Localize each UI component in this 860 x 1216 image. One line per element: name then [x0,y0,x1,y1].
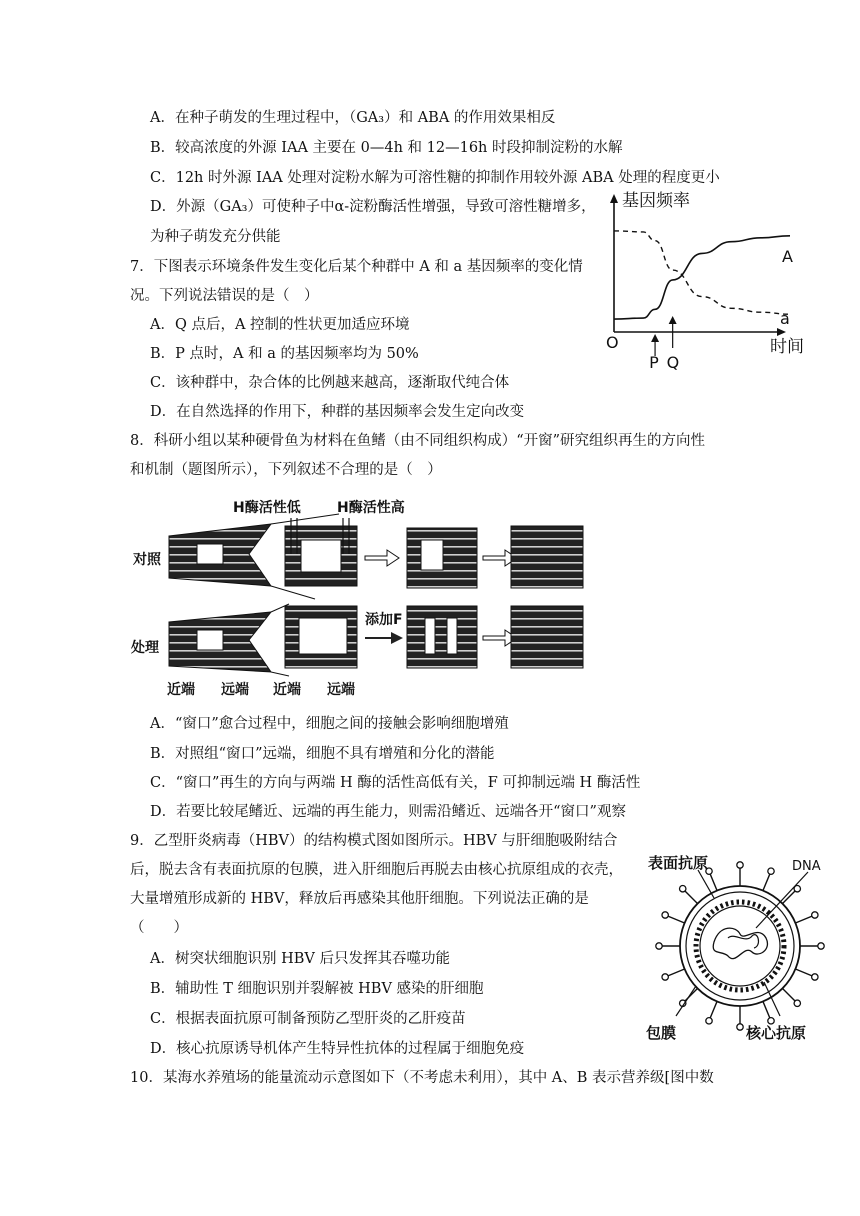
q9-option-d: D．核心抗原诱导机体产生特异性抗体的过程属于细胞免疫 [150,1041,525,1057]
marker-Q-head [669,316,677,324]
q7-option-d: D．在自然选择的作用下，种群的基因频率会发生定向改变 [150,404,525,420]
surface-antigen-knob [656,943,662,949]
q8-option-b: B．对照组“窗口”远端，细胞不具有增殖和分化的潜能 [150,746,495,762]
control-regenerated [511,526,583,588]
surface-antigen-knob [737,862,743,868]
surface-antigen-knob [818,943,824,949]
q7-option-a: A．Q 点后，A 控制的性状更加适应环境 [150,317,410,333]
gene-frequency-chart [600,186,820,376]
curve-A [614,236,790,319]
surface-antigen-knob [768,868,774,874]
q8-stem-cont: 和机制（题图所示），下列叙述不合理的是（ ） [130,462,442,478]
surface-antigen-stalk [795,969,812,976]
surface-antigen-knob [662,912,668,918]
q7-option-c: C．该种群中，杂合体的比例越来越高，逐渐取代纯合体 [150,375,510,391]
q7-stem: 7．下图表示环境条件发生变化后某个种群中 A 和 a 基因频率的变化情 [130,259,583,275]
curve-A-label: A [782,247,793,266]
origin-label: O [606,333,619,352]
control-arrow-1 [365,550,399,566]
surface-antigen-knob [812,912,818,918]
curve-a-label: a [780,309,790,328]
h-enzyme-high-label: H酶活性高 [337,500,405,516]
surface-antigen-stalk [668,969,685,976]
surface-antigen-stalk [710,874,717,891]
treatment-intermediate [407,606,477,668]
surface-antigen-stalk [668,916,685,923]
q8-option-c: C．“窗口”再生的方向与两端 H 酶的活性高低有关，F 可抑制远端 H 酶活性 [150,775,641,791]
q7-option-b: B．P 点时，A 和 a 的基因频率均为 50% [150,346,419,362]
proximal-label-1: 近端 [167,682,195,698]
y-axis-label: 基因频率 [622,191,690,211]
q6-option-b: B．较高浓度的外源 IAA 主要在 0—4h 和 12—16h 时段抑制淀粉的水解 [150,140,623,156]
treatment-fin-window [197,630,223,650]
surface-antigen-knob [812,974,818,980]
q9-stem-cont-2: 大量增殖形成新的 HBV，释放后再感染其他肝细胞。下列说法正确的是 [130,891,589,907]
q6-option-d: D．外源（GA₃）可使种子中α-淀粉酶活性增强，导致可溶性糖增多， [150,199,596,215]
marker-Q-label: Q [666,353,680,372]
q6-option-c: C．12h 时外源 IAA 处理对淀粉水解为可溶性糖的抑制作用较外源 ABA 处理的程度更小 [150,170,720,186]
fin-window-figure [125,494,595,704]
surface-antigen-stalk [710,1001,717,1018]
surface-antigen-stalk [795,916,812,923]
surface-antigen-stalk [763,1001,770,1018]
q9-stem-cont-1: 后，脱去含有表面抗原的包膜，进入肝细胞后再脱去由核心抗原组成的衣壳， [130,862,623,878]
surface-antigen-knob [662,974,668,980]
q8-option-d: D．若要比较尾鳍近、远端的再生能力，则需沿鳍近、远端各开“窗口”观察 [150,804,626,820]
q9-option-a: A．树突状细胞识别 HBV 后只发挥其吞噬功能 [150,951,450,967]
surface-antigen-stalk [782,988,795,1001]
core-antigen-label: 核心抗原 [746,1024,807,1042]
surface-antigen-label: 表面抗原 [648,854,709,872]
surface-antigen-knob [737,1024,743,1030]
q9-option-c: C．根据表面抗原可制备预防乙型肝炎的乙肝疫苗 [150,1011,466,1027]
control-label: 对照 [133,552,161,568]
curve-a [614,231,790,314]
hbv-structure-figure [640,848,830,1043]
distal-label-2: 远端 [327,682,355,698]
marker-P-label: P [649,353,659,372]
surface-antigen-knob [794,1000,800,1006]
dna-label: DNA [792,859,821,874]
q9-option-b: B．辅助性 T 细胞识别并裂解被 HBV 感染的肝细胞 [150,981,484,997]
marker-P-head [651,334,659,342]
x-axis-label: 时间 [770,337,804,357]
q6-option-a: A．在种子萌发的生理过程中，（GA₃）和 ABA 的作用效果相反 [150,110,556,126]
treatment-label: 处理 [131,640,159,656]
q8-option-a: A．“窗口”愈合过程中，细胞之间的接触会影响细胞增殖 [150,716,509,732]
surface-antigen-knob [680,886,686,892]
q10-stem: 10．某海水养殖场的能量流动示意图如下（不考虑未利用），其中 A、B 表示营养级[图中数 [130,1070,714,1086]
proximal-label-2: 近端 [273,682,301,698]
q8-stem: 8．科研小组以某种硬骨鱼为材料在鱼鳍（由不同组织构成）“开窗”研究组织再生的方向性 [130,433,706,449]
add-f-label: 添加F [365,612,403,628]
treatment-regenerated [511,606,583,668]
surface-antigen-knob [706,1018,712,1024]
q7-stem-cont: 况。下列说法错误的是（ ） [130,288,319,304]
control-fin-window [197,544,223,564]
q9-stem: 9．乙型肝炎病毒（HBV）的结构模式图如图所示。HBV 与肝细胞吸附结合 [130,833,618,849]
h-enzyme-low-label: H酶活性低 [233,500,301,516]
distal-label-1: 远端 [221,682,249,698]
q6-option-d-cont: 为种子萌发充分供能 [150,229,281,245]
envelope-label: 包膜 [646,1024,677,1042]
surface-antigen-stalk [763,874,770,891]
surface-antigen-stalk [685,891,698,904]
q9-stem-cont-3: （ ） [130,920,188,936]
